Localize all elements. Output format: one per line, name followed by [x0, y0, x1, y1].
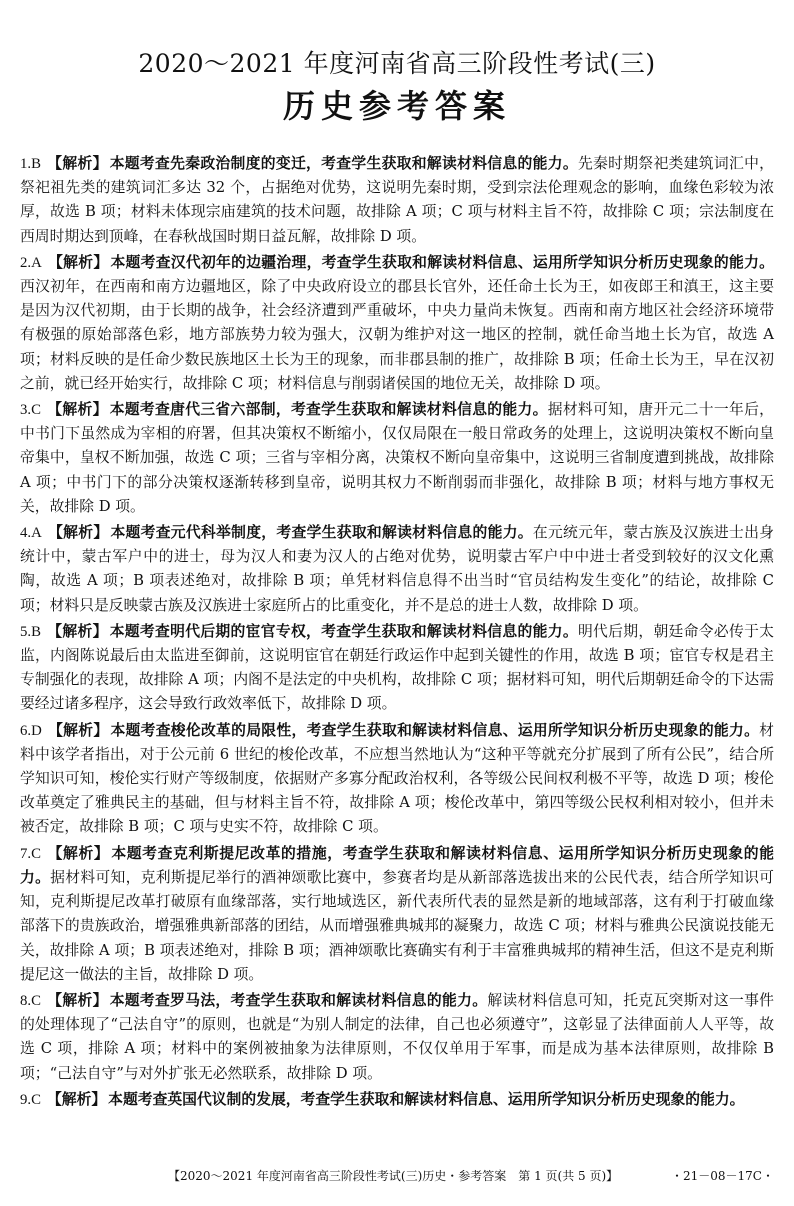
analysis-tag: 【解析】	[46, 622, 108, 640]
topic-statement: 本题考查元代科举制度，考查学生获取和解读材料信息的能力。	[110, 524, 533, 542]
topic-statement: 本题考查英国代议制的发展，考查学生获取和解读材料信息、运用所学知识分析历史现象的能力。	[108, 1090, 745, 1108]
answer-number: 1.B	[20, 156, 41, 172]
footer-page-info: 【2020～2021 年度河南省高三阶段性考试(三)历史・参考答案 第 1 页(共 5 页)】	[168, 1169, 619, 1183]
analysis-tag: 【解析】	[46, 991, 108, 1009]
topic-statement: 本题考查明代后期的宦官专权，考查学生获取和解读材料信息的能力。	[109, 622, 578, 640]
answer-number: 8.C	[20, 992, 41, 1009]
explanation-text: 解读材料信息可知，托克瓦突斯对这一事件的处理体现了“己法自守”的原则，也就是“为别人制定的法律，自己也必须遵守”，这彰显了法律面前人人平等，故选 C 项，排除 A 项；材料中的案例被抽象为法律原则，不仅仅单用于军事，而是成为基本法律原则，故排除 B 项；“己法自守”与对外扩张无必然联系，故排除 D 项。	[20, 991, 774, 1082]
explanation-text: 西汉初年，在西南和南方边疆地区，除了中央政府设立的郡县长官外，还任命土长为王，如夜郎王和滇王，这主要是因为汉代初期，由于长期的战争，社会经济遭到严重破坏，中央力量尚未恢复。西南和南方地区社会经济环境带有极强的原始部落色彩，地方部族势力较为强大，汉朝为维护对这一地区的控制，就任命当地土长为官，故选 A 项；材料反映的是任命少数民族地区土长为王的现象，而非郡县制的推广，故排除 B 项；任命土长为王，早在汉初之前，就已经开始实行，故排除 C 项；材料信息与削弱诸侯国的地位无关，故排除 D 项。	[20, 278, 774, 392]
answer-number: 4.A	[20, 525, 42, 542]
explanation-text: 明代后期，朝廷命令必传于太监，内阁陈说最后由太监进至御前，这说明宦官在朝廷行政运作中起到关键性的作用，故选 B 项；宦官专权是君主专制强化的表现，故排除 A 项；内阁不是法定的中央机构，故排除 C 项；据材料可知，明代后期朝廷命令的下达需要经过诸多程序，这会导致行政效率低下，故排除 D 项。	[20, 622, 774, 713]
answer-item-4	[20, 521, 774, 618]
topic-statement: 本题考查梭伦改革的局限性，考查学生获取和解读材料信息、运用所学知识分析历史现象的能力。	[110, 721, 760, 739]
answer-item-3	[20, 398, 774, 519]
explanation-text: 先秦时期祭祀类建筑词汇中，祭祀祖先类的建筑词汇多达 32 个，占据绝对优势，这说明先秦时期，受到宗法伦理观念的影响，血缘色彩较为浓厚，故选 B 项；材料未体现宗庙建筑的技术问题，故排除 A 项；C 项与材料主旨不符，故排除 C 项；宗法制度在西周时期达到顶峰，在春秋战国时期日益瓦解，故排除 D 项。	[20, 155, 774, 245]
page-header	[0, 0, 794, 126]
exam-title: 2020～2021 年度河南省高三阶段性考试(三)	[138, 49, 656, 78]
analysis-tag: 【解析】	[47, 524, 109, 542]
topic-statement: 本题考查唐代三省六部制，考查学生获取和解读材料信息的能力。	[109, 401, 548, 419]
analysis-tag: 【解析】	[47, 253, 109, 271]
analysis-tag: 【解析】	[46, 1090, 107, 1108]
answer-item-1	[20, 152, 774, 249]
answer-item-5	[20, 620, 774, 717]
topic-statement: 本题考查汉代初年的边疆治理，考查学生获取和解读材料信息、运用所学知识分析历史现象的能力。	[110, 253, 774, 271]
answer-item-6	[20, 719, 774, 840]
answer-number: 9.C	[20, 1091, 41, 1108]
explanation-text: 据材料可知，克利斯提尼举行的酒神颂歌比赛中，参赛者均是从新部落选拔出来的公民代表，结合所学知识可知，克利斯提尼改革打破原有血缘部落，实行地域选区，新代表所代表的显然是新的地域部落，这有利于打破血缘部落下的贵族政治，增强雅典新部落的团结，从而增强雅典城邦的凝聚力，故选 C 项；材料与雅典公民演说技能无关，故排除 A 项；B 项表述绝对，排除 B 项；酒神颂歌比赛确实有利于丰富雅典城邦的精神生活，但这不是克利斯提尼这一做法的主旨，故排除 D 项。	[20, 868, 774, 983]
explanation-text: 在元统元年，蒙古族及汉族进士出身统计中，蒙古军户中的进士，母为汉人和妻为汉人的占绝对优势，说明蒙古军户中中进士者受到较好的汉文化熏陶，故选 A 项；B 项表述绝对，故排除 B 项；单凭材料信息得不出当时“官员结构发生变化”的结论，故排除 C 项；材料只是反映蒙古族及汉族进士家庭所占的比重变化，并不是总的进士人数，故排除 D 项。	[20, 524, 774, 614]
answer-number: 7.C	[20, 845, 41, 862]
topic-statement: 本题考查罗马法，考查学生获取和解读材料信息的能力。	[109, 991, 488, 1009]
answer-list	[20, 152, 774, 1114]
answer-item-9	[20, 1088, 774, 1112]
topic-statement: 本题考查先秦政治制度的变迁，考查学生获取和解读材料信息的能力。	[109, 155, 578, 172]
analysis-tag: 【解析】	[46, 155, 108, 172]
topic-statement: 本题考查克利斯提尼改革的措施，考查学生获取和解读材料信息、运用所学知识分析历史现象的能力。	[20, 844, 774, 886]
explanation-text: 材料中该学者指出，对于公元前 6 世纪的梭伦改革，不应想当然地认为“这种平等就充分扩展到了所有公民”，结合所学知识可知，梭伦实行财产等级制度，依据财产多寡分配政治权利，各等级公民间权利极不平等，故选 D 项；梭伦改革奠定了雅典民主的基础，但与材料主旨不符，故排除 A 项；梭伦改革中，第四等级公民权利相对较小，但并未被否定，故排除 B 项；C 项与史实不符，故排除 C 项。	[20, 721, 774, 836]
answer-number: 5.B	[20, 623, 41, 640]
answer-item-7	[20, 842, 774, 987]
answer-number: 6.D	[20, 722, 42, 739]
analysis-tag: 【解析】	[46, 401, 108, 419]
answer-number: 2.A	[20, 254, 42, 271]
answer-item-8	[20, 989, 774, 1086]
answer-number: 3.C	[20, 402, 41, 419]
analysis-tag: 【解析】	[46, 844, 110, 862]
explanation-text: 据材料可知，唐开元二十一年后，中书门下虽然成为宰相的府署，但其决策权不断缩小，仅仅局限在一般日常政务的处理上，这说明决策权不断向皇帝集中，皇权不断加强，故选 C 项；三省与宰相分离，决策权不断向皇帝集中，这说明三省制度遭到挑战，故排除 A 项；中书门下的部分决策权逐渐转移到皇帝，说明其权力不断削弱而非强化，故排除 B 项；材料与地方事权无关，故排除 D 项。	[20, 401, 774, 515]
answer-key-title: 历史参考答案	[282, 87, 511, 125]
footer-code: ・21－08－17C・	[671, 1169, 774, 1183]
analysis-tag: 【解析】	[47, 721, 109, 739]
answer-item-2	[20, 251, 774, 396]
